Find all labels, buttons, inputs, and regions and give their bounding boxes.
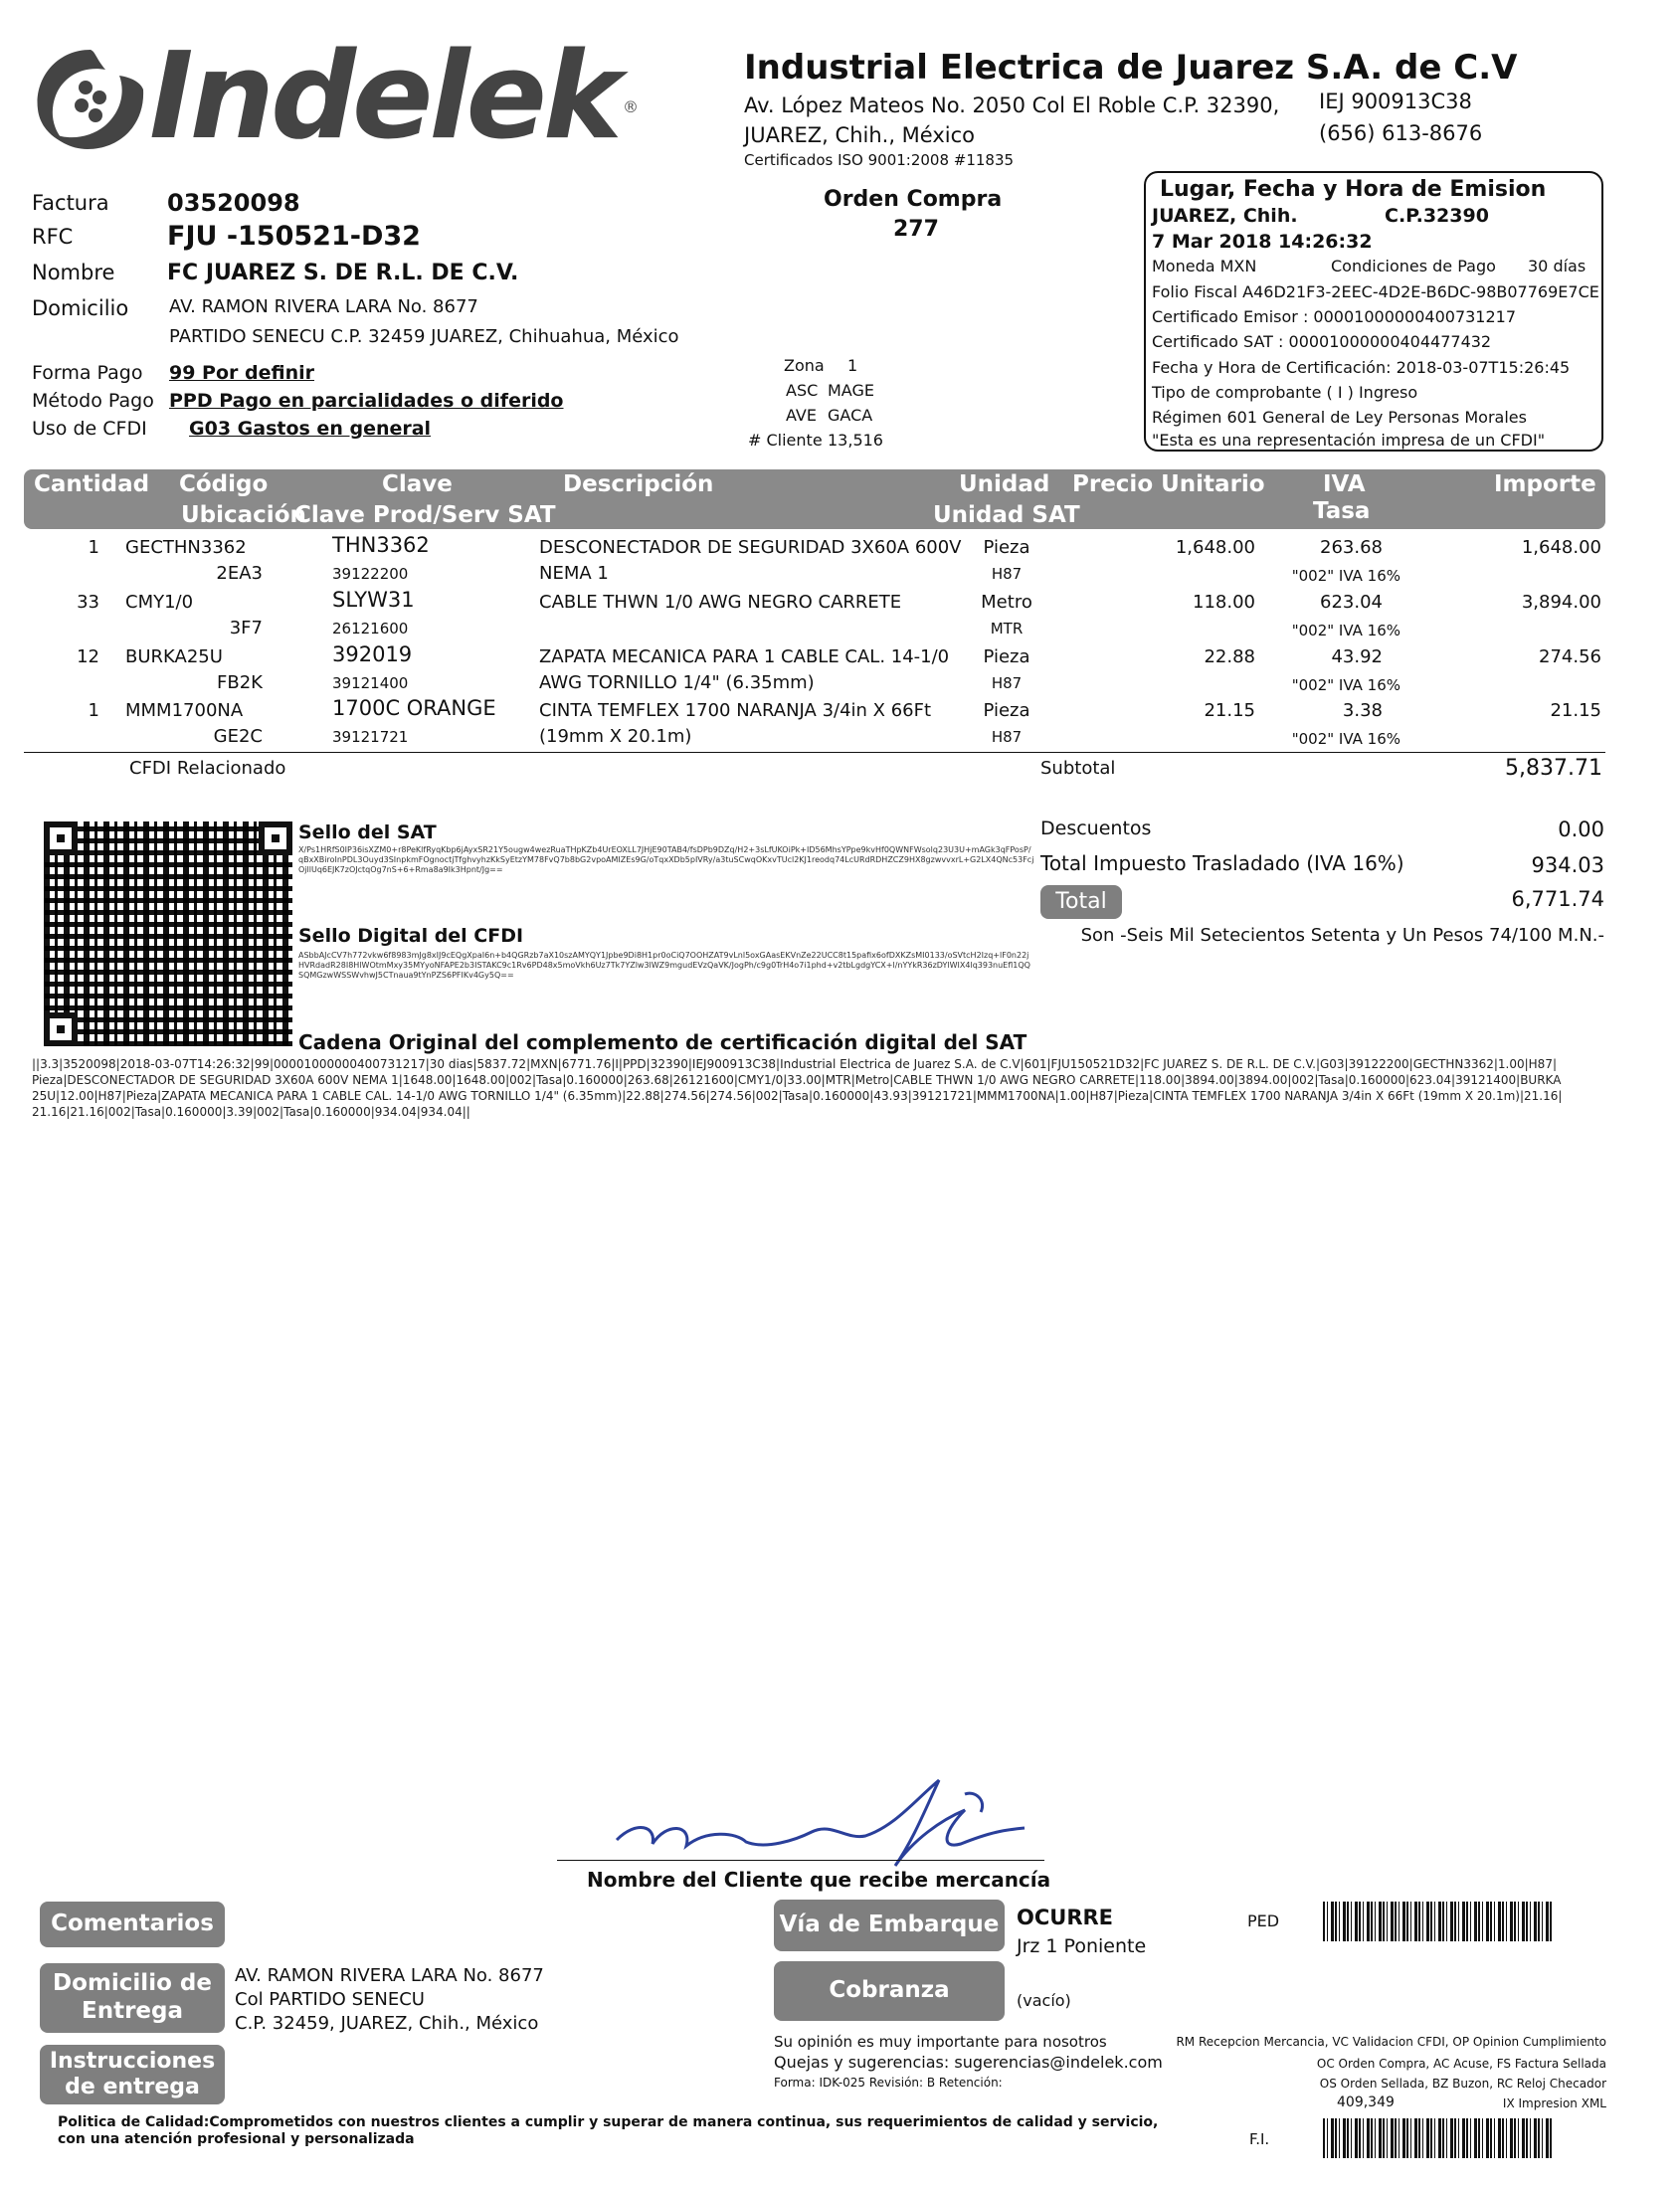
emission-city: JUAREZ, Chih. (1152, 205, 1298, 227)
orden-compra-label: Orden Compra (824, 187, 1003, 212)
cell-ubicacion: 2EA3 (216, 563, 263, 584)
cell-codigo: BURKA25U (125, 646, 223, 667)
cell-unidad-sat: H87 (991, 728, 1023, 746)
th-tasa: Tasa (1313, 498, 1371, 524)
client-address-2: PARTIDO SENECU C.P. 32459 JUAREZ, Chihuahua, México (169, 326, 679, 347)
qr-corner-icon (44, 821, 78, 855)
nombre-label: Nombre (32, 261, 115, 284)
cell-clave: THN3362 (332, 533, 430, 557)
cliente-value: 13,516 (828, 431, 883, 450)
cell-codigo: CMY1/0 (125, 592, 194, 613)
qr-corner-icon (259, 821, 292, 855)
cobranza-label: Cobranza (774, 1961, 1005, 2021)
cell-tasa: "002" IVA 16% (1291, 730, 1400, 748)
condiciones-pago: Condiciones de Pago (1331, 257, 1496, 275)
th-importe: Importe (1494, 471, 1596, 497)
cell-precio: 21.15 (1204, 700, 1255, 721)
th-iva: IVA (1323, 471, 1366, 497)
cell-clave: SLYW31 (332, 588, 415, 612)
cell-iva: 623.04 (1320, 592, 1383, 613)
cell-descripcion: ZAPATA MECANICA PARA 1 CABLE CAL. 14-1/0 (539, 646, 950, 667)
client-rfc: FJU -150521-D32 (167, 221, 421, 252)
legend-3: OS Orden Sellada, BZ Buzon, RC Reloj Checador (1319, 2077, 1606, 2091)
jrz-value: Jrz 1 Poniente (1017, 1935, 1147, 1957)
signature-line (557, 1860, 1044, 1861)
sello-sat-title: Sello del SAT (298, 821, 437, 843)
cell-cantidad: 33 (77, 592, 99, 613)
cell-clave-sat: 39121721 (332, 728, 409, 746)
indelek-logo: Indelek (149, 28, 619, 166)
signature-icon (597, 1770, 1074, 1880)
legend-2: OC Orden Compra, AC Acuse, FS Factura Sellada (1316, 2057, 1606, 2071)
orden-compra-value: 277 (893, 217, 939, 242)
cell-clave-sat: 39122200 (332, 565, 409, 583)
client-address-1: AV. RAMON RIVERA LARA No. 8677 (169, 296, 478, 317)
politica-calidad: Politica de Calidad:Comprometidos con nuestros clientes a cumplir y superar de manera continua, sus requerimientos de calidad y servicio, (58, 2114, 1159, 2130)
entrega-address-2: Col PARTIDO SENECU (235, 1989, 425, 2010)
cell-unidad: Pieza (983, 700, 1030, 721)
cell-iva: 263.68 (1320, 537, 1383, 558)
instrucciones-label: Instrucciones de entrega (40, 2045, 225, 2104)
cell-iva: 43.92 (1331, 646, 1383, 667)
factura-number: 03520098 (167, 189, 300, 217)
qr-corner-icon (44, 1012, 78, 1046)
cell-unidad: Pieza (983, 646, 1030, 667)
subtotal-value: 5,837.71 (1505, 756, 1602, 781)
th-ubicacion: Ubicación (181, 502, 306, 528)
barcode-icon (1323, 1902, 1552, 1941)
sello-cfdi-text: ASbbAJcCV7h772vkw6f8983mJg8xIJ9cEQgXpaI6n+b4QGRzb7aX10szAMYQY1Jpbe9Di8H1pr0oCiQ7OOHZAT9vLnl5oxGAasEKVnZe22UCC8t15pafix6ofDXKZsMI0133/oSVtcH2Izq+lF0n22jHVRdadR28I8HlWOtmMxy35MYyoNFAPE2b3ISTAKC9c1Rv6PD48x5moVkh6Uz7Tk7YZlw3lWZ9mgudEVzQaVK/JogPh/c9g0TrH4o7i1phd+v2tbLgdgYCX+l/nYYkR36zDYlWIX4lq393nuEfl1QQSQMGzwWSSWvhwJ5CTnaua9tYnPZS6PFIKv4Gy5Q== (298, 951, 1030, 980)
forma-pago-value: 99 Por definir (169, 362, 314, 384)
cell-tasa: "002" IVA 16% (1291, 567, 1400, 585)
fecha-certificacion: Fecha y Hora de Certificación: 2018-03-07T15:26:45 (1152, 358, 1571, 377)
cell-unidad-sat: MTR (990, 620, 1024, 638)
company-name: Industrial Electrica de Juarez S.A. de C.V (744, 48, 1518, 88)
total-label: Total (1040, 885, 1122, 919)
company-address-1: Av. López Mateos No. 2050 Col El Roble C.P. 32390, (744, 93, 1280, 117)
opinion-text: Su opinión es muy importante para nosotros (774, 2033, 1107, 2051)
cell-unidad-sat: H87 (991, 674, 1023, 692)
uso-cfdi-value: G03 Gastos en general (189, 418, 432, 440)
entrega-address-1: AV. RAMON RIVERA LARA No. 8677 (235, 1965, 544, 1986)
asc-value: MAGE (828, 381, 874, 400)
cell-precio: 1,648.00 (1175, 537, 1255, 558)
sello-sat-text: X/Ps1HRfS0IP36isXZM0+r8PeKlfRyqKbp6jAyxSR21Y5ougw4wezRuaTHpKZb4UrEOXLL7JHjE90TAB4/fsDPb9DZq/H2+3sLfUKOiPk+ID56MhsYPpe9kvHf0QWNFWsolq23U3U+mAGk3qFPosP/qBxXBiroInPDL3Ouyd3SInpkmFOgnoctjTfghvyhzKkSyEtzYM78FvQ7b8bG2vpoAMIZEs9G/oTqxXDb5pIVRy/a3tuSCwqOKxvTUcl2KJ1reodq74LcURdRDHZCZ9HX8gzwvvxrL+G2LX4QNc53FcjOjllUq6EJK7zOJctqOg7nS+6+Rma8a9Ik3Hpnt/Jg== (298, 845, 1034, 874)
cobranza-value: (vacío) (1017, 1991, 1071, 2010)
cell-cantidad: 1 (88, 700, 99, 721)
th-descripcion: Descripción (563, 471, 714, 497)
cliente-label: # Cliente (748, 431, 823, 450)
cell-unidad: Metro (981, 592, 1032, 613)
tipo-comprobante: Tipo de comprobante ( I ) Ingreso (1152, 383, 1418, 402)
th-cantidad: Cantidad (34, 471, 150, 497)
certificado-emisor: Certificado Emisor : 00001000000400731217 (1152, 307, 1517, 326)
cell-descripcion-2: NEMA 1 (539, 563, 609, 584)
uso-cfdi-label: Uso de CFDI (32, 418, 147, 440)
legend-1: RM Recepcion Mercancia, VC Validacion CFDI, OP Opinion Cumplimiento (1176, 2035, 1606, 2049)
quejas-text: Quejas y sugerencias: sugerencias@indelek.com (774, 2053, 1163, 2072)
cell-clave: 392019 (332, 642, 413, 666)
cell-ubicacion: GE2C (213, 726, 263, 747)
th-clave: Clave (382, 471, 453, 497)
registered-mark: ® (623, 97, 639, 116)
certificado-sat: Certificado SAT : 00001000000404477432 (1152, 332, 1492, 351)
company-rfc: IEJ 900913C38 (1319, 90, 1472, 113)
cell-clave: 1700C ORANGE (332, 696, 496, 720)
barcode-icon (1323, 2118, 1552, 2158)
cell-unidad: Pieza (983, 537, 1030, 558)
th-unidad: Unidad (959, 471, 1050, 497)
ocurre-value: OCURRE (1017, 1906, 1114, 1929)
entrega-address-3: C.P. 32459, JUAREZ, Chih., México (235, 2013, 539, 2034)
cell-clave-sat: 39121400 (332, 674, 409, 692)
descuentos-value: 0.00 (1558, 818, 1604, 841)
politica-calidad-2: con una atención profesional y personalizada (58, 2131, 415, 2147)
company-address-2: JUAREZ, Chih., México (744, 123, 975, 147)
cell-precio: 22.88 (1204, 646, 1255, 667)
cell-cantidad: 12 (77, 646, 99, 667)
domicilio-entrega-label: Domicilio de Entrega (40, 1963, 225, 2033)
legend-4: IX Impresion XML (1502, 2096, 1606, 2110)
forma-text: Forma: IDK-025 Revisión: B Retención: (774, 2076, 1003, 2090)
rfc-label: RFC (32, 225, 74, 249)
metodo-pago-value: PPD Pago en parcialidades o diferido (169, 390, 564, 412)
table-bottom-rule (24, 752, 1605, 753)
qr-code-icon (44, 821, 292, 1046)
condiciones-dias: 30 días (1528, 257, 1587, 275)
cfdi-relacionado: CFDI Relacionado (129, 758, 286, 779)
cell-tasa: "002" IVA 16% (1291, 676, 1400, 694)
domicilio-label: Domicilio (32, 296, 129, 320)
cell-descripcion: CINTA TEMFLEX 1700 NARANJA 3/4in X 66Ft (539, 700, 932, 721)
folio-number: 409,349 (1337, 2095, 1395, 2110)
cell-descripcion-2: (19mm X 20.1m) (539, 726, 692, 747)
cell-codigo: MMM1700NA (125, 700, 244, 721)
fi-label: F.I. (1249, 2130, 1270, 2148)
firma-label: Nombre del Cliente que recibe mercancía (587, 1868, 1051, 1892)
cadena-title: Cadena Original del complemento de certificación digital del SAT (298, 1030, 1027, 1054)
impuesto-label: Total Impuesto Trasladado (IVA 16%) (1040, 851, 1404, 875)
cell-descripcion: CABLE THWN 1/0 AWG NEGRO CARRETE (539, 592, 902, 613)
metodo-pago-label: Método Pago (32, 390, 154, 412)
ave-value: GACA (828, 406, 873, 425)
emission-title: Lugar, Fecha y Hora de Emision (1160, 177, 1547, 202)
company-certification: Certificados ISO 9001:2008 #11835 (744, 151, 1015, 169)
cfdi-leyenda: "Esta es una representación impresa de un CFDI" (1152, 431, 1546, 450)
cell-iva: 3.38 (1342, 700, 1383, 721)
cell-precio: 118.00 (1193, 592, 1255, 613)
moneda: Moneda MXN (1152, 257, 1257, 275)
cell-descripcion-2: AWG TORNILLO 1/4" (6.35mm) (539, 672, 815, 693)
cell-codigo: GECTHN3362 (125, 537, 247, 558)
cell-descripcion: DESCONECTADOR DE SEGURIDAD 3X60A 600V (539, 537, 962, 558)
th-codigo: Código (179, 471, 269, 497)
ave-label: AVE (786, 406, 817, 425)
emission-datetime: 7 Mar 2018 14:26:32 (1152, 231, 1373, 253)
impuesto-value: 934.03 (1531, 853, 1604, 877)
cell-ubicacion: 3F7 (229, 618, 263, 638)
regimen: Régimen 601 General de Ley Personas Morales (1152, 408, 1527, 427)
cell-clave-sat: 26121600 (332, 620, 409, 638)
emission-cp: C.P.32390 (1385, 205, 1489, 227)
cell-cantidad: 1 (88, 537, 99, 558)
cell-importe: 3,894.00 (1521, 592, 1601, 613)
th-unidad-sat: Unidad SAT (933, 502, 1080, 528)
company-phone: (656) 613-8676 (1319, 121, 1483, 145)
th-precio: Precio Unitario (1072, 471, 1265, 497)
folio-fiscal: Folio Fiscal A46D21F3-2EEC-4D2E-B6DC-98B07769E7CE (1152, 282, 1599, 301)
cell-importe: 274.56 (1539, 646, 1601, 667)
client-name: FC JUAREZ S. DE R.L. DE C.V. (167, 261, 519, 285)
forma-pago-label: Forma Pago (32, 362, 143, 384)
subtotal-label: Subtotal (1040, 758, 1116, 779)
cell-ubicacion: FB2K (217, 672, 263, 693)
sello-cfdi-title: Sello Digital del CFDI (298, 925, 524, 947)
total-en-letra: Son -Seis Mil Setecientos Setenta y Un Pesos 74/100 M.N.- (1080, 925, 1604, 946)
cell-tasa: "002" IVA 16% (1291, 622, 1400, 639)
cadena-original: ||3.3|3520098|2018-03-07T14:26:32|99|00001000000400731217|30 dias|5837.72|MXN|6771.76|I|PPD|32390|IEJ900913C38|Industrial Electrica de Juarez S.A. de C.V|601|FJU150521D32|FC JUAREZ S. DE R.L. DE C.V.|G03|39122200|GECTHN3362|1.00|H87|Pieza|DESCONECTADOR DE SEGURIDAD 3X60A 600V NEMA 1|1648.00|1648.00|002|Tasa|0.160000|263.68|26121600|CMY1/0|33.00|MTR|Metro|CABLE THWN 1/0 AWG NEGRO CARRETE|118.00|3894.00|3894.00|002|Tasa|0.160000|623.04|39121400|BURKA25U|12.00|H87|Pieza|ZAPATA MECANICA PARA 1 CABLE CAL. 14-1/0 AWG TORNILLO 1/4" (6.35mm)|22.88|274.56|274.56|002|Tasa|0.160000|43.93|39121721|MMM1700NA|1.00|H87|Pieza|CINTA TEMFLEX 1700 NARANJA 3/4in X 66Ft (19mm X 20.1m)|21.16|21.16|21.16|002|Tasa|0.160000|3.39|002|Tasa|0.160000|934.04|934.04|| (32, 1057, 1563, 1119)
th-clave-prod: Clave Prod/Serv SAT (294, 502, 556, 528)
asc-label: ASC (786, 381, 819, 400)
descuentos-label: Descuentos (1040, 818, 1152, 839)
zona-value: 1 (847, 356, 858, 375)
total-value: 6,771.74 (1511, 887, 1604, 911)
indelek-logo-icon (26, 40, 155, 159)
cell-importe: 1,648.00 (1521, 537, 1601, 558)
factura-label: Factura (32, 191, 109, 215)
cell-importe: 21.15 (1550, 700, 1601, 721)
cell-unidad-sat: H87 (991, 565, 1023, 583)
zona-label: Zona (784, 356, 825, 375)
via-embarque-label: Vía de Embarque (774, 1900, 1005, 1951)
comentarios-label: Comentarios (40, 1902, 225, 1947)
ped-label: PED (1247, 1912, 1280, 1930)
